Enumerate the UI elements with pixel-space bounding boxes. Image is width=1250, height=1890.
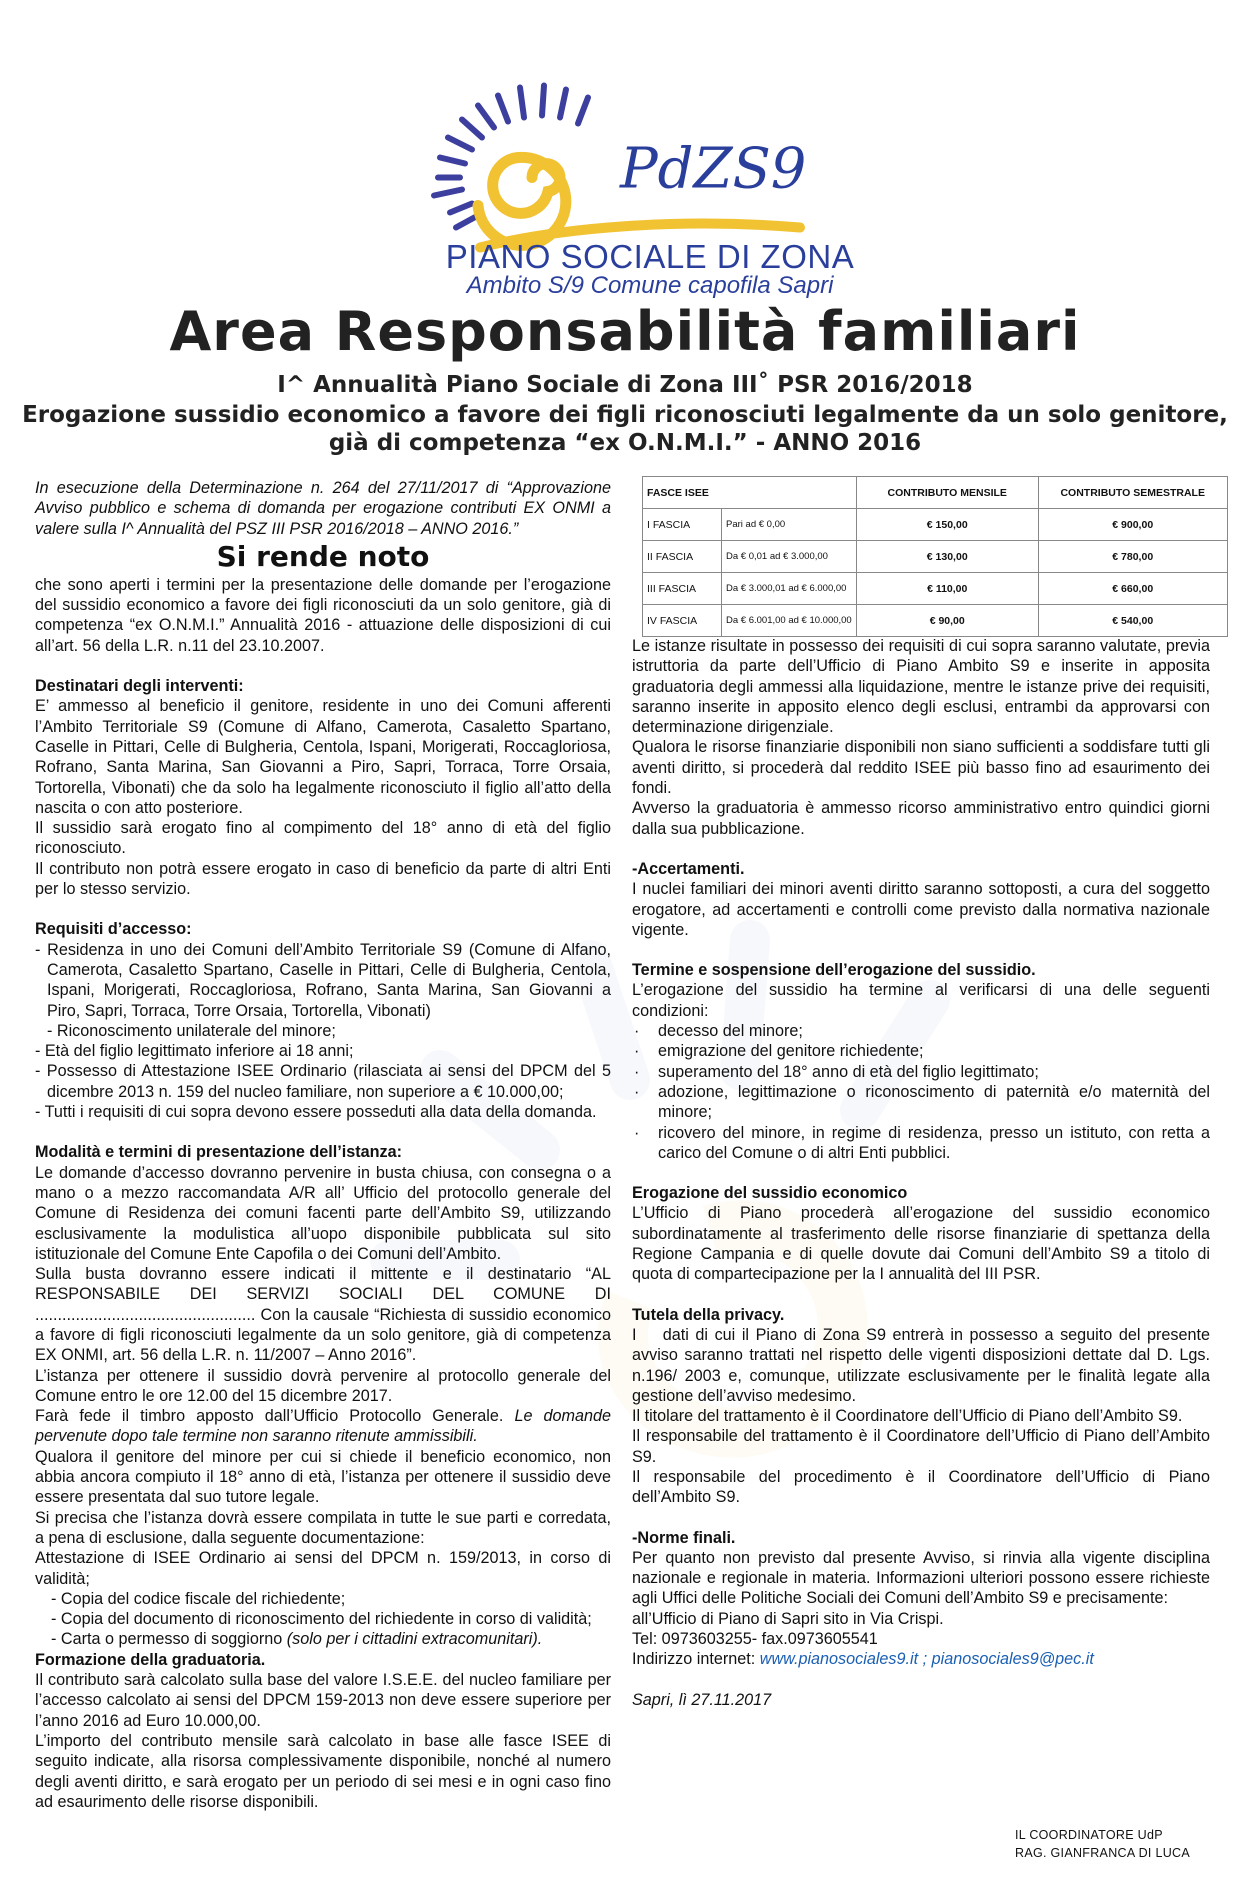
privacy-text-1: I dati di cui il Piano di Zona S9 entrerà in possesso a seguito del presente avviso saranno trattati nel rispetto delle vigenti disposizioni dettate dal D. Lgs. n.196/ 2003 e, comunque, utilizzate esclusivamente per le finalità legate alla gestione dell’avviso medesimo. bbox=[632, 1325, 1215, 1405]
condizione-3: · superamento del 18° anno di età del figlio legittimato; bbox=[632, 1062, 1210, 1082]
erogazione-heading: Erogazione del sussidio economico bbox=[632, 1184, 908, 1203]
signature bbox=[1015, 1826, 1190, 1862]
istanze-text-3: Avverso la graduatoria è ammesso ricorso amministrativo entro quindici giorni dalla sua pubblicazione. bbox=[632, 799, 1210, 838]
fasce-table bbox=[642, 476, 1228, 637]
modalita-text-1: Le domande d’accesso dovranno pervenire in busta chiusa, con consegna o a mano o a mezzo raccomandata A/R all’ Ufficio del protocollo generale del Comune di Residenza dei comuni facenti parte dell’Ambito S9, utilizzando esclusivamente la modulistica all’uopo disponibile pubblicata sul sito istituzionale del Comune Ente Capofila o dei Comuni dell’Ambito. bbox=[35, 1163, 611, 1263]
header-mensile: CONTRIBUTO MENSILE bbox=[856, 477, 1038, 509]
accertamenti-text: I nuclei familiari dei minori aventi diritto saranno sottoposti, a cura del soggetto erogatore, ad accertamenti e controlli come previsto dalla normativa nazionale vigente. bbox=[632, 880, 1210, 939]
table-row: IV FASCIA Da € 6.001,00 ad € 10.000,00 € 90,00 € 540,00 bbox=[643, 605, 1228, 637]
internet-links[interactable]: www.pianosociales9.it ; pianosociales9@pec.it bbox=[759, 1650, 1094, 1669]
istanze-text-1: Le istanze risultate in possesso dei requisiti di cui sopra saranno valutate, previa istruttoria da parte dell’Ufficio di Piano Ambito S9 e inserite in apposita graduatoria degli ammessi alla liquidazione, mentre le istanze prive dei requisiti, saranno inserite in apposito elenco degli esclusi, entrambi da approvarsi con determinazione dirigenziale. bbox=[632, 637, 1210, 737]
termine-text: L’erogazione del sussidio ha termine al verificarsi di una delle seguenti condizioni: bbox=[632, 981, 1210, 1020]
modalita-heading: Modalità e termini di presentazione dell’istanza: bbox=[35, 1143, 402, 1162]
requisito-1b: - Riconoscimento unilaterale del minore; bbox=[47, 1021, 336, 1040]
header-fasce: FASCE ISEE bbox=[643, 477, 857, 509]
logo-line2: Ambito S/9 Comune capofila Sapri bbox=[466, 272, 834, 299]
page-title: Area Responsabilità familiari bbox=[169, 300, 1081, 363]
condizione-1: · decesso del minore; bbox=[632, 1021, 1210, 1041]
right-column bbox=[632, 636, 1215, 1710]
modalita-text-2: Sulla busta dovranno essere indicati il mittente e il destinatario “AL RESPONSABILE DEI SERVIZI SOCIALI DEL COMUNE DI ................................................. Con la causale “Richiesta di sussidio economico a favore di figli riconosciuti legalmente da un solo genitore, già di competenza EX ONMI, art. 56 della L.R. n. 11/2007 – Anno 2016”. bbox=[35, 1265, 611, 1365]
graduatoria-heading: Formazione della graduatoria. bbox=[35, 1650, 266, 1669]
requisito-4: - Tutti i requisiti di cui sopra devono essere posseduti alla data della domanda. bbox=[35, 1103, 597, 1122]
subtitle-1: I^ Annualità Piano Sociale di Zona III˚ PSR 2016/2018 bbox=[277, 372, 973, 398]
logo-line1: PIANO SOCIALE DI ZONA bbox=[445, 238, 855, 275]
termine-heading: Termine e sospensione dell’erogazione del sussidio. bbox=[632, 961, 1036, 980]
destinatari-text-3: Il contributo non potrà essere erogato in caso di beneficio da parte di altri Enti per lo stesso servizio. bbox=[35, 859, 611, 899]
requisito-3: - Possesso di Attestazione ISEE Ordinario (rilasciata ai sensi del DPCM del 5 dicembre 2013 n. 159 del nucleo familiare, non superiore a € 10.000,00; bbox=[35, 1062, 611, 1101]
condizione-2: · emigrazione del genitore richiedente; bbox=[632, 1041, 1210, 1061]
destinatari-text-2: Il sussidio sarà erogato fino al compimento del 18° anno di età del figlio riconosciuto. bbox=[35, 819, 611, 858]
condizione-4: · adozione, legittimazione o riconoscimento di paternità e/o maternità del minore; bbox=[632, 1082, 1210, 1123]
documento-1: - Copia del codice fiscale del richiedente; bbox=[51, 1589, 346, 1608]
destinatari-text: E’ ammesso al beneficio il genitore, residente in uno dei Comuni afferenti l’Ambito Territoriale S9 (Comune di Alfano, Camerota, Casaletto Spartano, Caselle in Pittari, Celle di Bulgheria, Centola, Ispani, Morigerati, Roccagloriosa, Rofrano, Santa Marina, San Giovanni a Piro, Sapri, Torraca, Torre Orsaia, Tortorella, Vibonati) che da solo ha legalmente riconosciuto il figlio all’atto della nascita o con atto posteriore. bbox=[35, 697, 611, 817]
modalita-text-3: L’istanza per ottenere il sussidio dovrà pervenire al protocollo generale del Comune entro le ore 12.00 del 15 dicembre 2017. bbox=[35, 1366, 611, 1405]
documento-2: - Copia del documento di riconoscimento del richiedente in corso di validità; bbox=[51, 1610, 592, 1629]
rende-noto: Si rende noto bbox=[216, 539, 430, 573]
graduatoria-text-2: L’importo del contributo mensile sarà calcolato in base alle fasce ISEE di seguito indicate, alla risorsa complessivamente disponibile, nonché al numero degli aventi diritto, e sarà erogato per un periodo di sei mesi e in ogni caso fino ad esaurimento delle risorse disponibili. bbox=[35, 1731, 611, 1811]
svg-text:PdZS9: PdZS9 bbox=[620, 136, 807, 202]
graduatoria-text-1: Il contributo sarà calcolato sulla base del valore I.S.E.E. del nucleo familiare per l’accesso calcolato ai sensi del DPCM 159-2013 non deve essere superiore per l’anno 2016 ad Euro 10.000,00. bbox=[35, 1671, 611, 1730]
ufficio-text: all’Ufficio di Piano di Sapri sito in Via Crispi. bbox=[632, 1609, 944, 1628]
condizione-5: · ricovero del minore, in regime di residenza, presso un istituto, con retta a carico del Comune o di altri Enti pubblici. bbox=[632, 1123, 1210, 1164]
privacy-text-2: Il titolare del trattamento è il Coordinatore dell’Ufficio di Piano dell’Ambito S9. bbox=[632, 1407, 1183, 1426]
signature-name: RAG. GIANFRANCA DI LUCA bbox=[1015, 1846, 1190, 1860]
subtitle-2: Erogazione sussidio economico a favore dei figli riconosciuti legalmente da un solo genitore, bbox=[22, 402, 1228, 428]
signature-role: IL COORDINATORE UdP bbox=[1015, 1828, 1163, 1842]
table-header-row bbox=[643, 477, 1228, 509]
requisito-1: - Residenza in uno dei Comuni dell’Ambito Territoriale S9 (Comune di Alfano, Camerota, Casaletto Spartano, Caselle in Pittari, Celle di Bulgheria, Centola, Ispani, Morigerati, Roccagloriosa, Rofrano, Santa Marina, San Giovanni a Piro, Sapri, Torraca, Torre Orsaia, Tortorella, Vibonati) bbox=[35, 940, 611, 1020]
accertamenti-heading: -Accertamenti. bbox=[632, 859, 745, 878]
documento-3: - Carta o permesso di soggiorno (solo per i cittadini extracomunitari). bbox=[51, 1630, 543, 1649]
left-column bbox=[35, 478, 611, 1812]
table-row: II FASCIA Da € 0,01 ad € 3.000,00 € 130,00 € 780,00 bbox=[643, 541, 1228, 573]
norme-heading: -Norme finali. bbox=[632, 1528, 736, 1547]
destinatari-heading: Destinatari degli interventi: bbox=[35, 677, 244, 696]
fasce-table-wrap bbox=[642, 476, 1228, 637]
table-row: I FASCIA Pari ad € 0,00 € 150,00 € 900,00 bbox=[643, 509, 1228, 541]
internet-line: Indirizzo internet: www.pianosociales9.it ; pianosociales9@pec.it bbox=[632, 1650, 1094, 1669]
table-row: III FASCIA Da € 3.000,01 ad € 6.000,00 € 110,00 € 660,00 bbox=[643, 573, 1228, 605]
privacy-text-3: Il responsabile del trattamento è il Coordinatore dell’Ufficio di Piano dell’Ambito S9. bbox=[632, 1427, 1210, 1466]
intro-paragraph: che sono aperti i termini per la presentazione delle domande per l’erogazione del sussidio economico a favore dei figli riconosciuti da un solo genitore, già di competenza “ex O.N.M.I.” Annualità 2016 - attuazione delle disposizioni di cui all’art. 56 della L.R. n.11 del 23.10.2007. bbox=[35, 575, 611, 655]
erogazione-text: L’Ufficio di Piano procederà all’erogazione del sussidio economico subordinatamente al trasferimento delle risorse finanziarie di spettanza della Regione Campania e di quelle dovute dai Comuni dell’Ambito S9 a titolo di quota di compartecipazione per la I annualità del III PSR. bbox=[632, 1204, 1210, 1284]
istanze-text-2: Qualora le risorse finanziarie disponibili non siano sufficienti a soddisfare tutti gli aventi diritto, si procederà dal reddito ISEE più basso fino ad esaurimento dei fondi. bbox=[632, 738, 1210, 798]
intro: In esecuzione della Determinazione n. 264 del 27/11/2017 di “Approvazione Avviso pubblico e schema di domanda per erogazione contributi EX ONMI a valere sulla I^ Annualità del PSZ III PSR 2016/2018 – ANNO 2016.” bbox=[35, 479, 611, 538]
subtitle-3: già di competenza “ex O.N.M.I.” - ANNO 2016 bbox=[328, 430, 922, 456]
telefono-text: Tel: 0973603255- fax.0973605541 bbox=[632, 1630, 878, 1649]
modalita-text-5: Qualora il genitore del minore per cui si chiede il beneficio economico, non abbia ancora compiuto il 18° anno di età, l’istanza per ottenere il sussidio deve essere presentata dal suo tutore legale. bbox=[35, 1447, 611, 1507]
header-semestrale: CONTRIBUTO SEMESTRALE bbox=[1038, 477, 1227, 509]
date-text: Sapri, lì 27.11.2017 bbox=[632, 1690, 772, 1709]
requisiti-heading: Requisiti d’accesso: bbox=[35, 920, 192, 939]
norme-text: Per quanto non previsto dal presente Avviso, si rinvia alla vigente disciplina nazionale e regionale in materia. Informazioni ulteriori possono essere richieste agli Uffici delle Politiche Sociali dei Comuni dell’Ambito S9 e precisamente: bbox=[632, 1548, 1210, 1608]
privacy-text-4: Il responsabile del procedimento è il Coordinatore dell’Ufficio di Piano dell’Ambito S9. bbox=[632, 1467, 1210, 1507]
modalita-text-7: Attestazione di ISEE Ordinario ai sensi del DPCM n. 159/2013, in corso di validità; bbox=[35, 1549, 611, 1588]
modalita-text-6: Si precisa che l’istanza dovrà essere compilata in tutte le sue parti e corredata, a pena di esclusione, dalla seguente documentazione: bbox=[35, 1508, 611, 1547]
privacy-heading: Tutela della privacy. bbox=[632, 1305, 785, 1324]
modalita-text-4: Farà fede il timbro apposto dall’Ufficio Protocollo Generale. Le domande pervenute dopo tale termine non saranno ritenute ammissibili. bbox=[35, 1407, 611, 1446]
requisito-2: - Età del figlio legittimato inferiore ai 18 anni; bbox=[35, 1042, 354, 1061]
